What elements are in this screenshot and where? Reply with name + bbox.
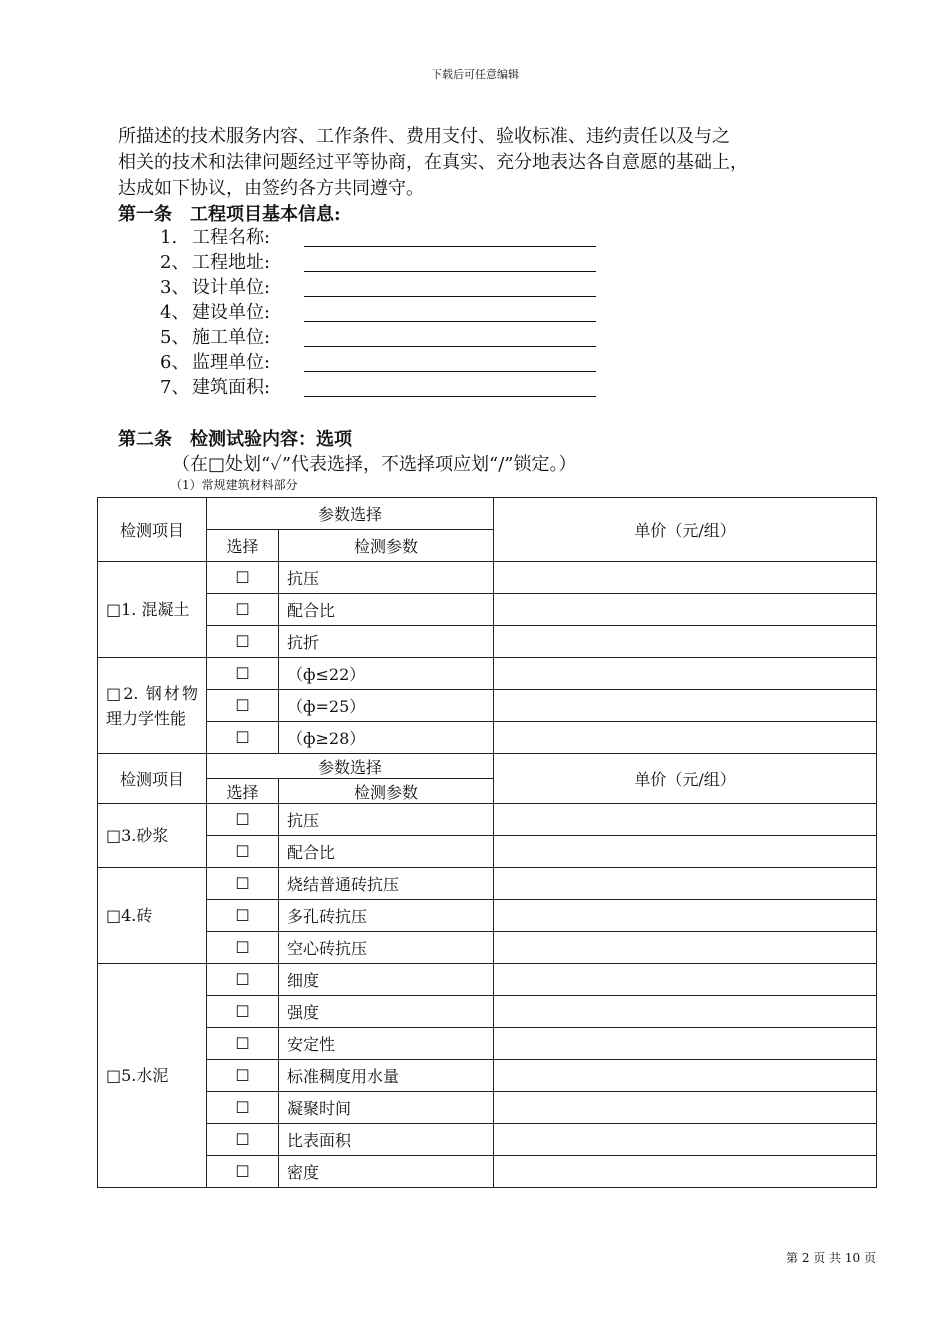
page-number: 第 2 页 共 10 页: [786, 1251, 876, 1265]
param-name: （ф≥28）: [279, 722, 494, 754]
group-mortar[interactable]: □3.砂浆: [98, 804, 207, 868]
group-cement[interactable]: □5.水泥: [98, 964, 207, 1188]
intro-paragraph: [118, 124, 888, 202]
header-price: 单价（元/组）: [494, 754, 877, 804]
param-name: 凝聚时间: [279, 1092, 494, 1124]
article-1-title: 第一条 工程项目基本信息:: [118, 204, 341, 225]
intro-line: 达成如下协议，由签约各方共同遵守。: [118, 178, 424, 199]
checkbox-icon[interactable]: ☐: [235, 696, 250, 715]
price-cell[interactable]: [494, 1060, 877, 1092]
checkbox-icon[interactable]: ☐: [235, 1034, 250, 1053]
info-row-supervisor: [160, 350, 596, 375]
row-checkbox[interactable]: [207, 594, 279, 626]
header-param: 检测参数: [279, 779, 494, 804]
price-cell[interactable]: [494, 868, 877, 900]
checkbox-icon[interactable]: ☐: [235, 970, 250, 989]
checkbox-icon[interactable]: ☐: [235, 842, 250, 861]
intro-line: 所描述的技术服务内容、工作条件、费用支付、验收标准、违约责任以及与之: [118, 126, 730, 147]
table-row: [98, 722, 877, 754]
info-row-project-name: [160, 225, 596, 250]
table-row: [98, 932, 877, 964]
info-number: 2、: [160, 252, 190, 273]
price-cell[interactable]: [494, 658, 877, 690]
checkbox-icon[interactable]: ☐: [235, 810, 250, 829]
group-steel[interactable]: □2. 钢材物理力学性能: [98, 658, 207, 754]
param-name: 配合比: [279, 594, 494, 626]
table-row: [98, 626, 877, 658]
info-label: 工程地址:: [192, 252, 271, 273]
header-select: 选择: [207, 530, 279, 562]
table-row: [98, 1060, 877, 1092]
param-name: 配合比: [279, 836, 494, 868]
param-name: 空心砖抗压: [279, 932, 494, 964]
checkbox-icon[interactable]: ☐: [235, 1002, 250, 1021]
param-name: 密度: [279, 1156, 494, 1188]
selection-instruction: （在□处划“✓”代表选择，不选择项应划“/”锁定。）: [172, 454, 577, 475]
table-row: [98, 900, 877, 932]
param-name: 标准稠度用水量: [279, 1060, 494, 1092]
page-header-note: 下载后可任意编辑: [431, 68, 519, 81]
row-checkbox[interactable]: [207, 900, 279, 932]
checkbox-icon[interactable]: ☐: [235, 1066, 250, 1085]
checkbox-icon[interactable]: ☐: [235, 1098, 250, 1117]
construction-owner-blank[interactable]: [304, 303, 596, 322]
param-name: 抗压: [279, 804, 494, 836]
row-checkbox[interactable]: [207, 626, 279, 658]
building-area-blank[interactable]: [304, 378, 596, 397]
intro-line: 相关的技术和法律问题经过平等协商，在真实、充分地表达各自意愿的基础上，: [118, 152, 748, 173]
info-label: 施工单位:: [192, 327, 271, 348]
header-param-select: 参数选择: [207, 754, 494, 779]
table-row: [98, 1092, 877, 1124]
info-number: 5、: [160, 327, 190, 348]
header-param-select: 参数选择: [207, 498, 494, 530]
info-label: 建设单位:: [192, 302, 271, 323]
info-number: 6、: [160, 352, 190, 373]
price-cell[interactable]: [494, 626, 877, 658]
param-name: （ф≤22）: [279, 658, 494, 690]
table-row: [98, 868, 877, 900]
price-cell[interactable]: [494, 722, 877, 754]
group-brick[interactable]: □4.砖: [98, 868, 207, 964]
price-cell[interactable]: [494, 900, 877, 932]
row-checkbox[interactable]: [207, 1028, 279, 1060]
checkbox-icon[interactable]: ☐: [235, 664, 250, 683]
info-number: 1.: [160, 227, 178, 248]
table-row: [98, 658, 877, 690]
table-row: [98, 804, 877, 836]
param-name: 比表面积: [279, 1124, 494, 1156]
info-row-design-unit: [160, 275, 596, 300]
header-param: 检测参数: [279, 530, 494, 562]
info-label: 建筑面积:: [192, 377, 271, 398]
article-2-title: 第二条 检测试验内容：选项: [118, 429, 352, 450]
table-row: [98, 562, 877, 594]
contractor-blank[interactable]: [304, 328, 596, 347]
checkbox-icon[interactable]: ☐: [235, 1130, 250, 1149]
checkbox-icon[interactable]: ☐: [235, 728, 250, 747]
checkbox-icon[interactable]: ☐: [235, 632, 250, 651]
row-checkbox[interactable]: [207, 804, 279, 836]
checkbox-icon[interactable]: ☐: [235, 600, 250, 619]
price-cell[interactable]: [494, 804, 877, 836]
info-number: 4、: [160, 302, 190, 323]
price-cell[interactable]: [494, 836, 877, 868]
price-cell[interactable]: [494, 1028, 877, 1060]
table-row: [98, 1028, 877, 1060]
info-number: 7、: [160, 377, 190, 398]
row-checkbox[interactable]: [207, 836, 279, 868]
group-concrete[interactable]: □1. 混凝土: [98, 562, 207, 658]
price-cell[interactable]: [494, 690, 877, 722]
row-checkbox[interactable]: [207, 722, 279, 754]
info-label: 监理单位:: [192, 352, 271, 373]
row-checkbox[interactable]: [207, 868, 279, 900]
price-cell[interactable]: [494, 996, 877, 1028]
info-number: 3、: [160, 277, 190, 298]
project-info-list: [160, 225, 596, 400]
price-cell[interactable]: [494, 594, 877, 626]
row-checkbox[interactable]: [207, 690, 279, 722]
checkbox-icon[interactable]: ☐: [235, 568, 250, 587]
info-row-project-address: [160, 250, 596, 275]
table-header-row: [98, 498, 877, 530]
param-name: 抗折: [279, 626, 494, 658]
param-name: 强度: [279, 996, 494, 1028]
checkbox-icon[interactable]: ☐: [235, 874, 250, 893]
header-select: 选择: [207, 779, 279, 804]
row-checkbox[interactable]: [207, 1124, 279, 1156]
row-checkbox[interactable]: [207, 932, 279, 964]
table-row: [98, 996, 877, 1028]
param-name: 多孔砖抗压: [279, 900, 494, 932]
row-checkbox[interactable]: [207, 658, 279, 690]
checkbox-icon[interactable]: ☐: [235, 1162, 250, 1181]
row-checkbox[interactable]: [207, 1156, 279, 1188]
price-cell[interactable]: [494, 964, 877, 996]
info-label: 工程名称:: [192, 227, 271, 248]
checkbox-icon[interactable]: ☐: [235, 906, 250, 925]
table-row: [98, 1156, 877, 1188]
table-row: [98, 594, 877, 626]
param-name: 安定性: [279, 1028, 494, 1060]
row-checkbox[interactable]: [207, 562, 279, 594]
row-checkbox[interactable]: [207, 1060, 279, 1092]
price-cell[interactable]: [494, 1124, 877, 1156]
header-price: 单价（元/组）: [494, 498, 877, 562]
param-name: （ф=25）: [279, 690, 494, 722]
header-item: 检测项目: [98, 754, 207, 804]
info-row-construction-owner: [160, 300, 596, 325]
section-subtitle: （1）常规建筑材料部分: [170, 478, 298, 492]
param-name: 细度: [279, 964, 494, 996]
checkbox-icon[interactable]: ☐: [235, 938, 250, 957]
param-name: 抗压: [279, 562, 494, 594]
param-name: 烧结普通砖抗压: [279, 868, 494, 900]
table-row: [98, 1124, 877, 1156]
table-row: [98, 836, 877, 868]
table-row: [98, 964, 877, 996]
info-row-contractor: [160, 325, 596, 350]
testing-items-table: [97, 497, 877, 1188]
project-name-blank[interactable]: [304, 228, 596, 247]
row-checkbox[interactable]: [207, 1092, 279, 1124]
info-row-building-area: [160, 375, 596, 400]
table-header-row: [98, 754, 877, 779]
row-checkbox[interactable]: [207, 996, 279, 1028]
price-cell[interactable]: [494, 562, 877, 594]
price-cell[interactable]: [494, 1156, 877, 1188]
supervisor-blank[interactable]: [304, 353, 596, 372]
project-address-blank[interactable]: [304, 253, 596, 272]
design-unit-blank[interactable]: [304, 278, 596, 297]
price-cell[interactable]: [494, 932, 877, 964]
price-cell[interactable]: [494, 1092, 877, 1124]
header-item: 检测项目: [98, 498, 207, 562]
row-checkbox[interactable]: [207, 964, 279, 996]
table-row: [98, 690, 877, 722]
info-label: 设计单位:: [192, 277, 271, 298]
